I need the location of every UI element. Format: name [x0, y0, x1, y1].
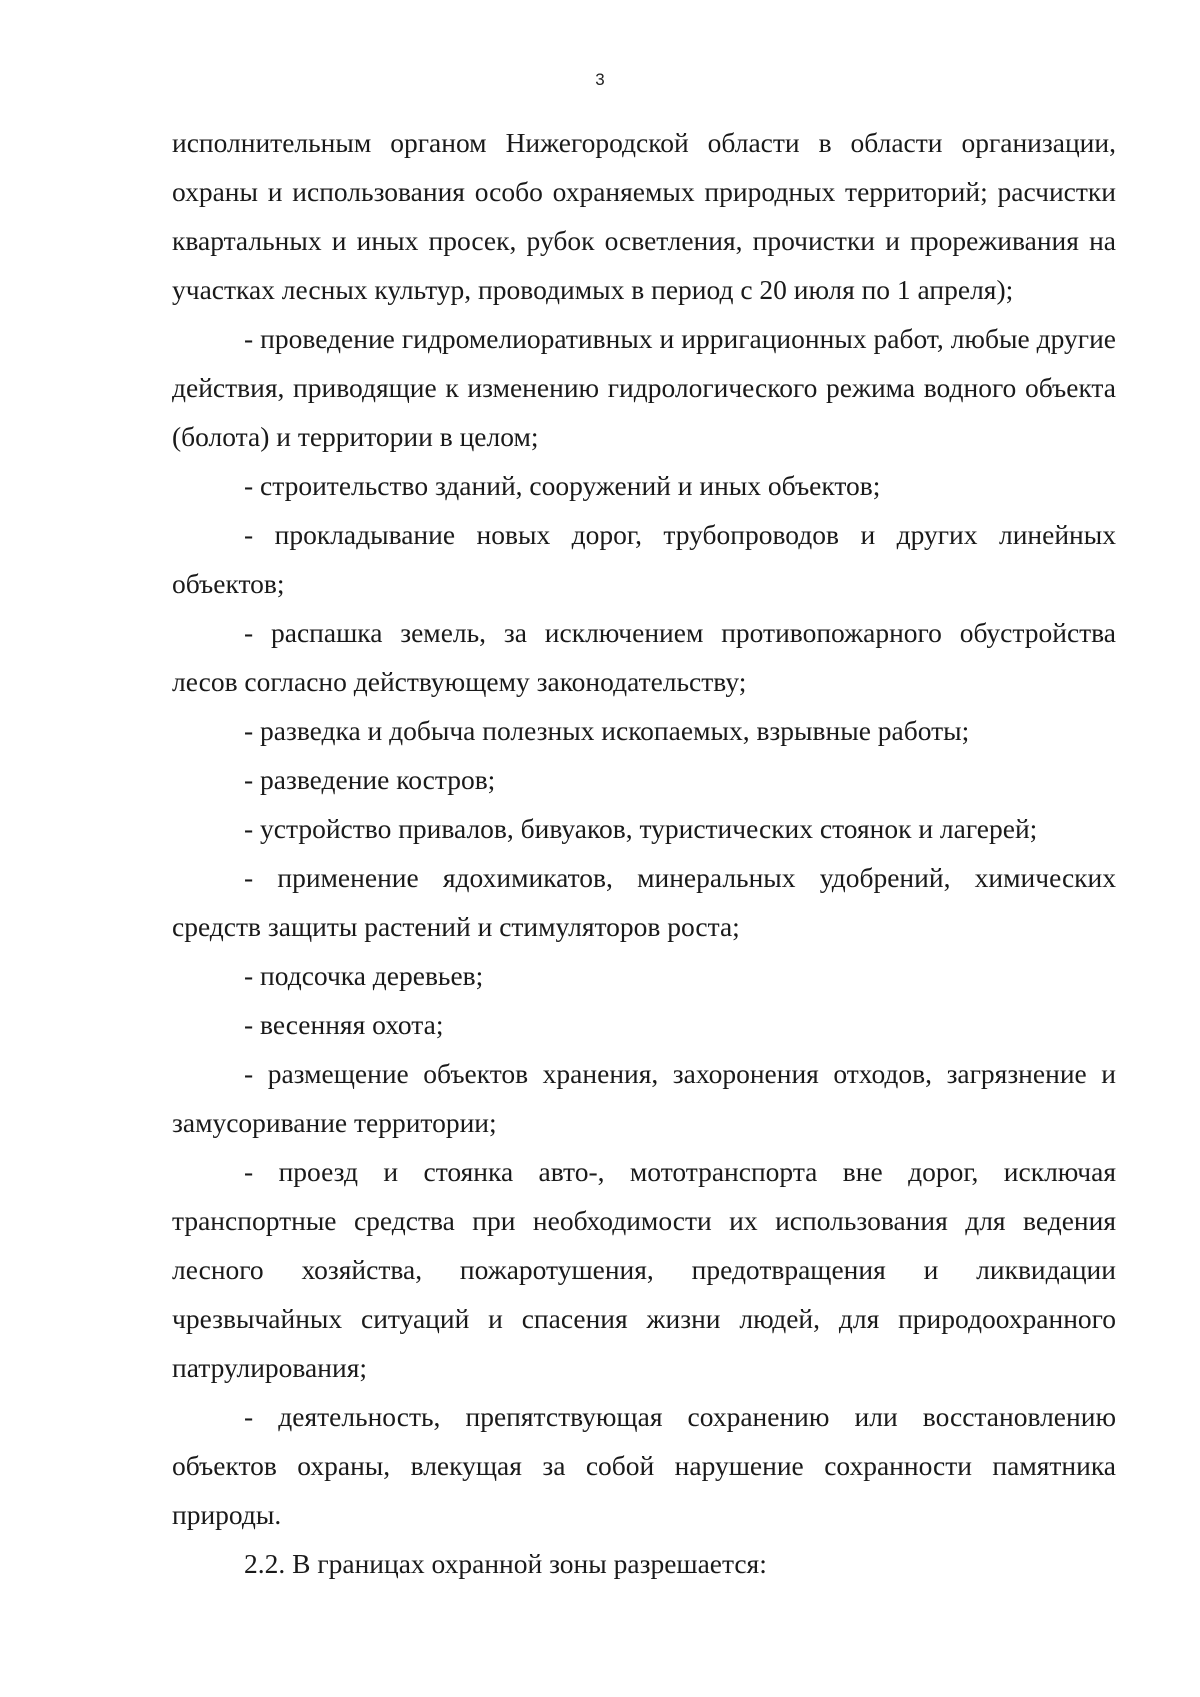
list-item-damaging-activity: - деятельность, препятствующая сохранению или восстановлению объектов охраны, влекущая за собой нарушение сохранности памятника природы.	[172, 1401, 1116, 1530]
list-item-mining: - разведка и добыча полезных ископаемых, взрывные работы;	[244, 715, 970, 746]
list-item-bonfires: - разведение костров;	[244, 764, 496, 795]
list-item-hydromelioration: - проведение гидромелиоративных и ирригационных работ, любые другие действия, приводящие к изменению гидрологического режима водного объекта (болота) и территории в целом;	[172, 323, 1116, 452]
list-item-waste: - размещение объектов хранения, захоронения отходов, загрязнение и замусоривание территории;	[172, 1058, 1116, 1138]
list-item-camps: - устройство привалов, бивуаков, туристических стоянок и лагерей;	[244, 813, 1038, 844]
document-body	[172, 118, 1116, 1588]
list-item-chemicals: - применение ядохимикатов, минеральных удобрений, химических средств защиты растений и стимуляторов роста;	[172, 862, 1116, 942]
list-item-vehicles: - проезд и стоянка авто-, мототранспорта вне дорог, исключая транспортные средства при необходимости их использования для ведения лесного хозяйства, пожаротушения, предотвращения и ликвидации чрезвычайных ситуаций и спасения жизни людей, для природоохранного патрулирования;	[172, 1156, 1116, 1383]
list-item-construction: - строительство зданий, сооружений и иных объектов;	[244, 470, 881, 501]
list-item-spring-hunting: - весенняя охота;	[244, 1009, 444, 1040]
section-heading-2-2: 2.2. В границах охранной зоны разрешается:	[244, 1548, 767, 1579]
list-item-tapping: - подсочка деревьев;	[244, 960, 484, 991]
paragraph-continuation: исполнительным органом Нижегородской области в области организации, охраны и использования особо охраняемых природных территорий; расчистки квартальных и иных просек, рубок осветления, прочистки и прореживания на участках лесных культур, проводимых в период с 20 июля по 1 апреля);	[172, 127, 1116, 305]
page-number: 3	[595, 70, 605, 89]
list-item-roads: - прокладывание новых дорог, трубопроводов и других линейных объектов;	[172, 519, 1116, 599]
list-item-ploughing: - распашка земель, за исключением противопожарного обустройства лесов согласно действующему законодательству;	[172, 617, 1116, 697]
